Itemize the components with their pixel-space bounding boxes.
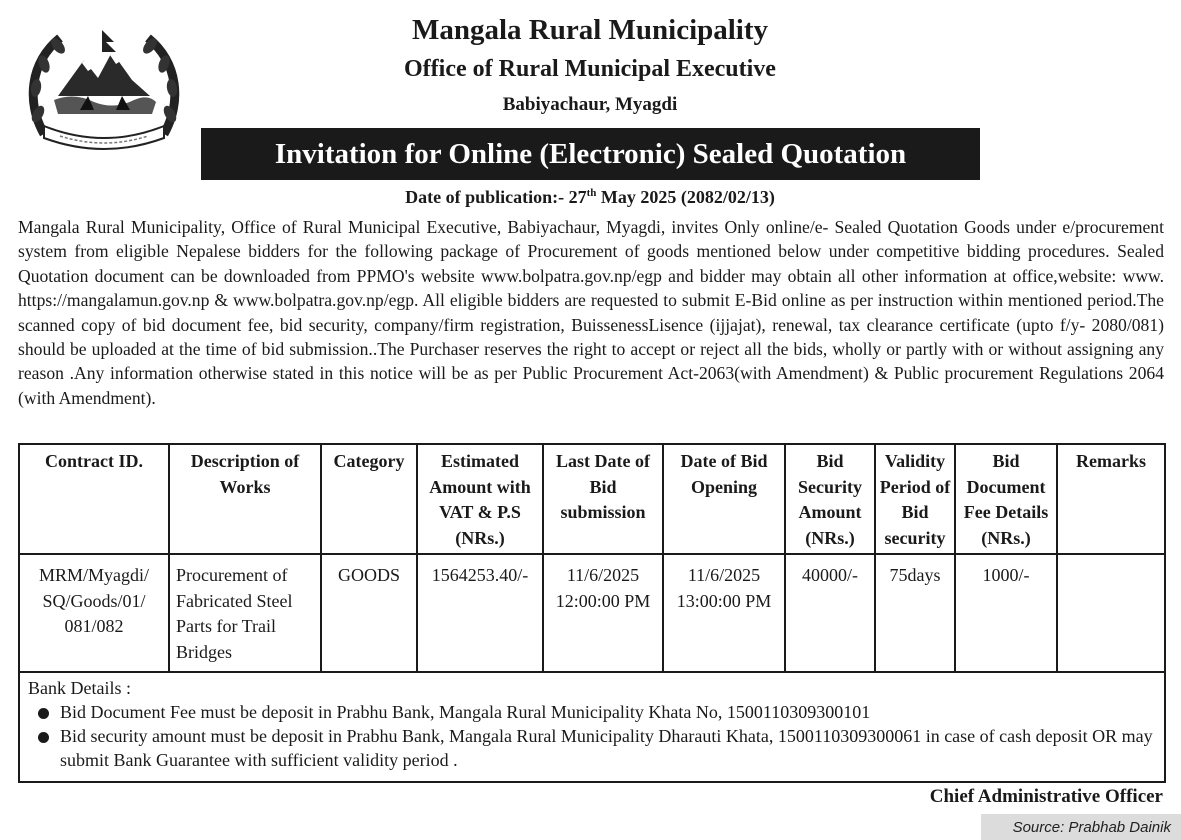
notice-title: Invitation for Online (Electronic) Sealed Quotation — [274, 137, 907, 170]
bullet-icon — [38, 708, 49, 719]
pub-date-rest: May 2025 (2082/02/13) — [596, 187, 775, 207]
col-category: Category — [321, 444, 417, 554]
bank-item-text: Bid Document Fee must be deposit in Prabhu Bank, Mangala Rural Municipality Khata No, 1500110309300101 — [60, 702, 871, 722]
cell-category: GOODS — [321, 554, 417, 672]
notice-title-banner — [201, 128, 980, 180]
col-security-amount: Bid Security Amount (NRs.) — [785, 444, 875, 554]
col-estimated-amount: Estimated Amount with VAT & P.S (NRs.) — [417, 444, 543, 554]
source-credit: Source: Prabhab Dainik — [981, 814, 1181, 840]
cell-estimated-amount: 1564253.40/- — [417, 554, 543, 672]
list-item — [28, 700, 1156, 724]
bullet-icon — [38, 732, 49, 743]
pub-date-label: Date of publication:- 27 — [405, 187, 587, 207]
cell-opening-date: 11/6/2025 13:00:00 PM — [663, 554, 785, 672]
bank-details-row — [19, 672, 1165, 782]
list-item — [28, 724, 1156, 772]
cell-security-amount: 40000/- — [785, 554, 875, 672]
cell-validity: 75days — [875, 554, 955, 672]
col-validity: Validity Period of Bid security — [875, 444, 955, 554]
bank-details-title: Bank Details : — [28, 678, 131, 698]
notice-body: Mangala Rural Municipality, Office of Rural Municipal Executive, Babiyachaur, Myagdi, invites Only online/e- Sealed Quotation Goods under e/procurement system from eligible Nepalese bidders for the following package of Procurement of goods mentioned below under competitive bidding procedures. Sealed Quotation document can be downloaded from PPMO's website www.bolpatra.gov.np/egp and bidder may obtain all other information at office,website: www. https://mangalamun.gov.np & www.bolpatra.gov.np/egp. All eligible bidders are requested to submit E-Bid online as per instruction within mentioned period.The scanned copy of bid document fee, bid security, company/firm registration, BuissenessLisence (ijjajat), renewal, tax clearance certificate (upto f/y- 2080/081) should be uploaded at the time of bid submission..The Purchaser reserves the right to accept or reject all the bids, wholly or partly with or without assigning any reason .Any information otherwise stated in this notice will be as per Public Procurement Act-2063(with Amendment) & Public procurement Regulations 2064 (with Amendment). — [18, 217, 1164, 408]
org-name: Mangala Rural Municipality — [411, 14, 769, 46]
pub-date-sup: th — [586, 187, 597, 199]
office-location: Babiyachaur, Myagdi — [502, 94, 678, 115]
nepal-government-emblem-icon — [24, 22, 184, 154]
cell-doc-fee: 1000/- — [955, 554, 1057, 672]
cell-contract-id: MRM/Myagdi/ SQ/Goods/01/ 081/082 — [19, 554, 169, 672]
cell-description: Procurement of Fabricated Steel Parts for Trail Bridges — [169, 554, 321, 672]
bid-table — [18, 443, 1166, 783]
signatory: Chief Administrative Officer — [929, 786, 1163, 807]
publication-date — [200, 187, 980, 208]
col-contract-id: Contract ID. — [19, 444, 169, 554]
bank-item-text: Bid security amount must be deposit in Prabhu Bank, Mangala Rural Municipality Dharauti Khata, 1500110309300061 in case of cash deposit OR may submit Bank Guarantee with sufficient validity period . — [60, 726, 1153, 770]
col-description: Description of Works — [169, 444, 321, 554]
cell-last-date: 11/6/2025 12:00:00 PM — [543, 554, 663, 672]
table-header-row — [19, 444, 1165, 554]
col-remarks: Remarks — [1057, 444, 1165, 554]
cell-remarks — [1057, 554, 1165, 672]
col-opening-date: Date of Bid Opening — [663, 444, 785, 554]
bank-details — [19, 672, 1165, 782]
office-name: Office of Rural Municipal Executive — [404, 56, 776, 82]
table-row — [19, 554, 1165, 672]
col-last-date: Last Date of Bid submission — [543, 444, 663, 554]
col-doc-fee: Bid Document Fee Details (NRs.) — [955, 444, 1057, 554]
